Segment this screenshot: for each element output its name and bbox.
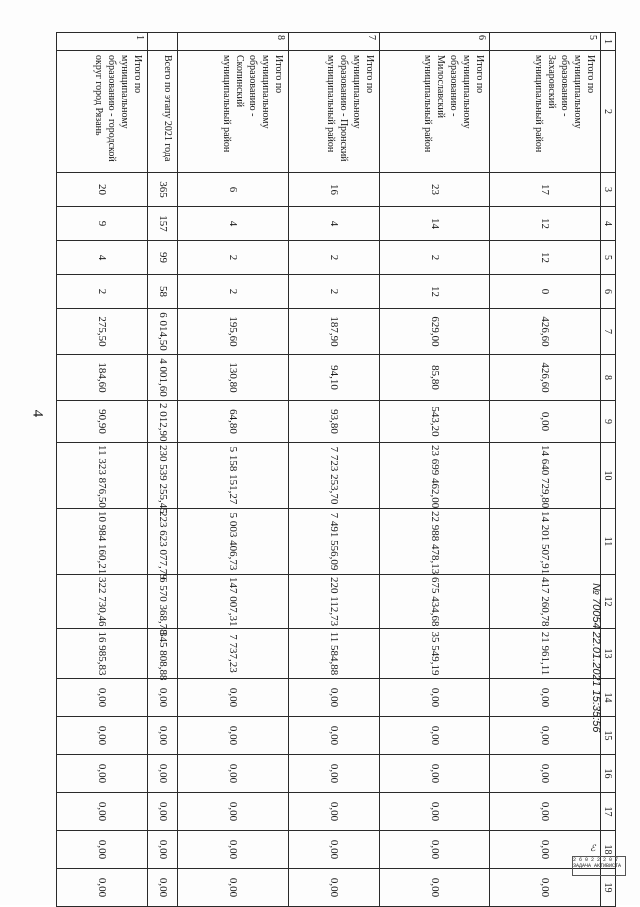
value-cell: 5 158 151,27: [178, 443, 289, 509]
value-cell: 4 001,60: [147, 355, 178, 401]
value-cell: 0,00: [490, 869, 601, 907]
table-row: [490, 33, 601, 907]
value-cell: 22 988 478,13: [379, 509, 490, 575]
value-cell: 2: [57, 275, 148, 309]
header-number-cell: 19: [601, 869, 616, 907]
value-cell: 0,00: [490, 831, 601, 869]
value-cell: 0,00: [147, 755, 178, 793]
value-cell: 14: [379, 207, 490, 241]
header-number-cell: 16: [601, 755, 616, 793]
value-cell: 4: [178, 207, 289, 241]
value-cell: 12: [490, 207, 601, 241]
value-cell: 0,00: [490, 755, 601, 793]
value-cell: 0,00: [178, 831, 289, 869]
value-cell: 322 730,46: [57, 575, 148, 629]
header-number-cell: 2: [601, 51, 616, 173]
value-cell: 93,80: [289, 401, 380, 443]
row-number-cell: 7: [289, 33, 380, 51]
value-cell: 0,00: [178, 717, 289, 755]
header-number-cell: 12: [601, 575, 616, 629]
value-cell: 7 737,23: [178, 629, 289, 679]
header-number-cell: 9: [601, 401, 616, 443]
value-cell: 0: [490, 275, 601, 309]
value-cell: 21 961,11: [490, 629, 601, 679]
value-cell: 7 723 253,70: [289, 443, 380, 509]
value-cell: 16 985,83: [57, 629, 148, 679]
value-cell: 365: [147, 173, 178, 207]
value-cell: 0,00: [289, 679, 380, 717]
value-cell: 2: [289, 241, 380, 275]
value-cell: 0,00: [379, 869, 490, 907]
value-cell: 195,60: [178, 309, 289, 355]
value-cell: 0,00: [57, 869, 148, 907]
row-name-cell: Итого по муниципальному образованию - Захаровский муниципальный район: [490, 51, 601, 173]
value-cell: 0,00: [178, 679, 289, 717]
value-cell: 58: [147, 275, 178, 309]
value-cell: 6 570 368,78: [147, 575, 178, 629]
value-cell: 85,80: [379, 355, 490, 401]
value-cell: 426,60: [490, 355, 601, 401]
value-cell: 0,00: [490, 401, 601, 443]
value-cell: 23: [379, 173, 490, 207]
barcode-block: [572, 856, 626, 876]
value-cell: 14 640 729,80: [490, 443, 601, 509]
header-number-cell: 14: [601, 679, 616, 717]
value-cell: 275,50: [57, 309, 148, 355]
value-cell: 0,00: [289, 869, 380, 907]
table-row: [147, 33, 178, 907]
value-cell: 147 007,31: [178, 575, 289, 629]
value-cell: 157: [147, 207, 178, 241]
table-row: [178, 33, 289, 907]
row-name-cell: Итого по муниципальному образованию - Скопинский муниципальный район: [178, 51, 289, 173]
header-number-cell: 15: [601, 717, 616, 755]
value-cell: 0,00: [57, 831, 148, 869]
row-name-cell: Итого по муниципальному образованию - Милославский муниципальный район: [379, 51, 490, 173]
value-cell: 2: [379, 241, 490, 275]
barcode-line-2: ЗАДАЧА АКТИВИСТА: [573, 863, 622, 869]
value-cell: 130,80: [178, 355, 289, 401]
signature-mark: ℰ: [590, 843, 596, 853]
row-name-cell: Итого по муниципальному образованию - городской округ город Рязань: [57, 51, 148, 173]
registration-stamp-text: № 70054 22.01.2021 15:35:56: [590, 583, 602, 733]
value-cell: 23 699 462,00: [379, 443, 490, 509]
value-cell: 2: [178, 275, 289, 309]
value-cell: 94,10: [289, 355, 380, 401]
row-name-cell: Всего по этапу 2021 года: [147, 51, 178, 173]
header-number-cell: 5: [601, 241, 616, 275]
value-cell: 0,00: [379, 831, 490, 869]
value-cell: 17: [490, 173, 601, 207]
value-cell: 0,00: [289, 793, 380, 831]
value-cell: 184,60: [57, 355, 148, 401]
value-cell: 16: [289, 173, 380, 207]
value-cell: 223 623 077,79: [147, 509, 178, 575]
header-number-cell: 8: [601, 355, 616, 401]
value-cell: 675 434,68: [379, 575, 490, 629]
value-cell: 0,00: [57, 755, 148, 793]
row-number-cell: 8: [178, 33, 289, 51]
value-cell: 4: [289, 207, 380, 241]
row-number-cell: 6: [379, 33, 490, 51]
value-cell: 629,00: [379, 309, 490, 355]
value-cell: 0,00: [490, 717, 601, 755]
page-number: 4: [29, 409, 46, 418]
value-cell: 10 984 160,21: [57, 509, 148, 575]
value-cell: 6: [178, 173, 289, 207]
value-cell: 0,00: [147, 679, 178, 717]
value-cell: 0,00: [490, 679, 601, 717]
row-number-cell: 5: [490, 33, 601, 51]
value-cell: 0,00: [57, 793, 148, 831]
value-cell: 11 584,88: [289, 629, 380, 679]
value-cell: 0,00: [147, 793, 178, 831]
value-cell: 0,00: [379, 717, 490, 755]
value-cell: 35 549,19: [379, 629, 490, 679]
value-cell: 187,90: [289, 309, 380, 355]
barcode-line-1: 2 6 0 2 2 2 0 7: [573, 857, 619, 863]
value-cell: 0,00: [57, 717, 148, 755]
value-cell: 0,00: [379, 793, 490, 831]
value-cell: 0,00: [379, 679, 490, 717]
header-number-cell: 7: [601, 309, 616, 355]
value-cell: 12: [379, 275, 490, 309]
value-cell: 417 260,78: [490, 575, 601, 629]
value-cell: 220 112,73: [289, 575, 380, 629]
value-cell: 7 491 556,09: [289, 509, 380, 575]
value-cell: 2: [178, 241, 289, 275]
value-cell: 2 012,90: [147, 401, 178, 443]
value-cell: 0,00: [178, 869, 289, 907]
value-cell: 6 014,50: [147, 309, 178, 355]
value-cell: 0,00: [289, 717, 380, 755]
value-cell: 543,20: [379, 401, 490, 443]
header-number-cell: 6: [601, 275, 616, 309]
header-number-cell: 17: [601, 793, 616, 831]
header-number-cell: 11: [601, 509, 616, 575]
table-row: [57, 33, 148, 907]
table-row: [379, 33, 490, 907]
header-number-cell: 13: [601, 629, 616, 679]
value-cell: 0,00: [147, 717, 178, 755]
row-number-cell: [147, 33, 178, 51]
header-number-cell: 4: [601, 207, 616, 241]
header-number-cell: 3: [601, 173, 616, 207]
value-cell: 0,00: [490, 793, 601, 831]
row-name-cell: Итого по муниципальному образованию - Пронский муниципальный район: [289, 51, 380, 173]
value-cell: 14 201 507,91: [490, 509, 601, 575]
value-cell: 0,00: [178, 793, 289, 831]
value-cell: 5 003 406,73: [178, 509, 289, 575]
value-cell: 2: [289, 275, 380, 309]
value-cell: 64,80: [178, 401, 289, 443]
header-number-cell: 10: [601, 443, 616, 509]
value-cell: 0,00: [178, 755, 289, 793]
header-number-cell: 1: [601, 33, 616, 51]
value-cell: 345 808,88: [147, 629, 178, 679]
value-cell: 426,60: [490, 309, 601, 355]
value-cell: 9: [57, 207, 148, 241]
value-cell: 0,00: [289, 831, 380, 869]
table-row: [289, 33, 380, 907]
row-number-cell: 1: [57, 33, 148, 51]
data-table: [56, 32, 616, 907]
value-cell: 20: [57, 173, 148, 207]
value-cell: 0,00: [147, 831, 178, 869]
value-cell: 230 539 255,45: [147, 443, 178, 509]
registration-stamp: [587, 583, 605, 873]
value-cell: 11 323 876,50: [57, 443, 148, 509]
header-number-cell: 18: [601, 831, 616, 869]
value-cell: 0,00: [57, 679, 148, 717]
value-cell: 0,00: [379, 755, 490, 793]
value-cell: 99: [147, 241, 178, 275]
value-cell: 12: [490, 241, 601, 275]
value-cell: 4: [57, 241, 148, 275]
value-cell: 90,90: [57, 401, 148, 443]
value-cell: 0,00: [289, 755, 380, 793]
value-cell: 0,00: [147, 869, 178, 907]
